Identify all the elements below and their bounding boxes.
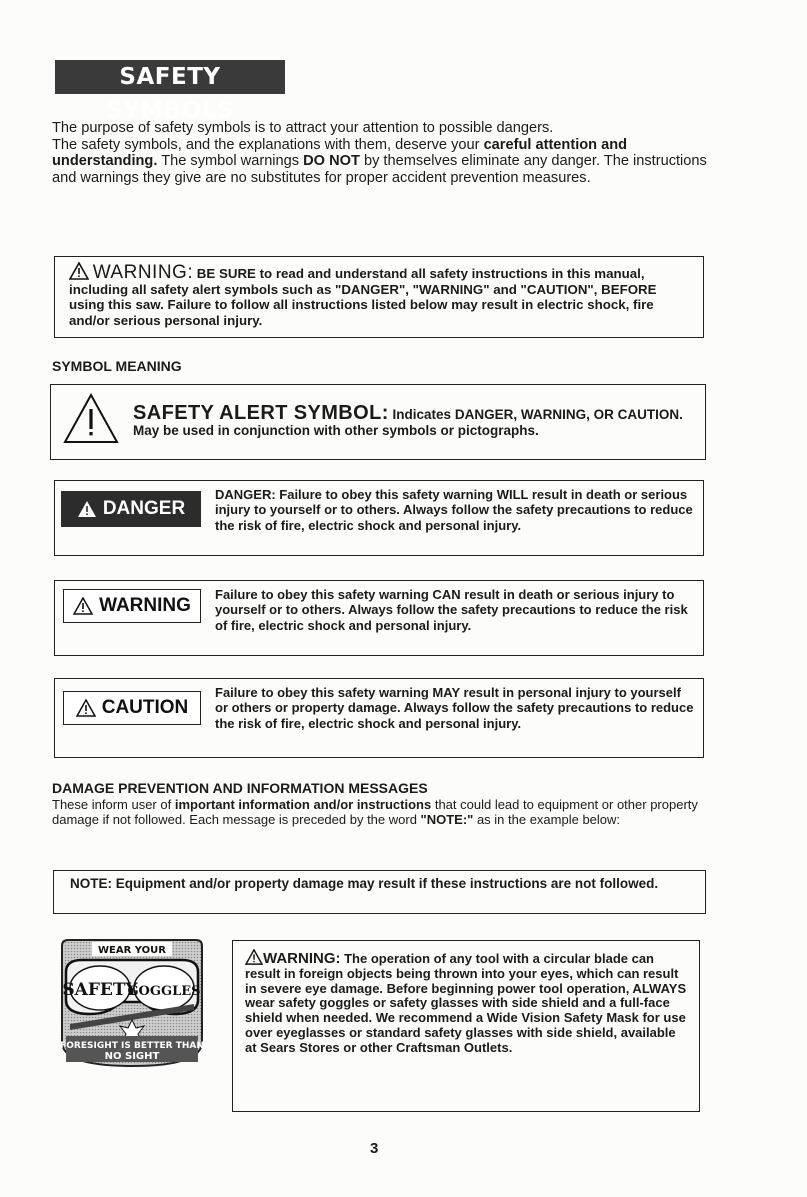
damage-prevention-body — [52, 797, 722, 827]
danger-label: DANGER — [102, 498, 186, 519]
damage-text: that could lead to equipment or other property damage if not followed. Each message is preceded by the word — [52, 797, 698, 827]
general-warning-box — [54, 256, 704, 338]
warning-triangle-icon — [77, 500, 97, 518]
intro-text: by themselves eliminate any danger. The instructions and warnings they give are no substitutes for proper accident prevention measures. — [52, 153, 707, 186]
note-example-box: NOTE: Equipment and/or property damage may result if these instructions are not followed. — [53, 870, 706, 914]
safety-alert-description — [133, 402, 698, 439]
goggles-logo-right-lens: GOGGLES — [127, 984, 201, 999]
warning-triangle-icon — [245, 949, 263, 965]
caution-signal-label — [63, 691, 201, 725]
general-warning-text: BE SURE to read and understand all safety instructions in this manual, including all safety alert symbols such as "DANGER", "WARNING" and "CAUTION", BEFORE using this saw. Failure to follow all instructions listed below may result in electric shock, fire and/or serious personal injury. — [69, 266, 657, 328]
page-title: SAFETY SYMBOLS — [55, 60, 285, 94]
warning-triangle-icon — [73, 597, 93, 615]
safety-alert-triangle-icon — [63, 393, 119, 445]
warning-triangle-icon — [69, 262, 89, 280]
goggles-logo-left-lens: SAFETY — [62, 980, 138, 1000]
damage-text: These inform user of — [52, 797, 175, 812]
warning-description: Failure to obey this safety warning CAN result in death or serious injury to yourself or to others. Always follow the safety precautions to reduce the risk of fire, electric shock and personal injury. — [215, 587, 688, 633]
damage-note-word: "NOTE:" — [420, 812, 474, 827]
caution-description: Failure to obey this safety warning MAY result in personal injury to yourself or others or property damage. Always follow the safety precautions to reduce the risk of fire, electric shock and personal injury. — [215, 685, 694, 731]
intro-text: The symbol warnings — [157, 153, 304, 169]
goggles-warning-text: The operation of any tool with a circular blade can result in foreign objects being thrown into your eyes, which can result in severe eye damage. Before beginning power tool operation, ALWAYS wear safety goggles or safety glasses with side shield and a full-face shield when needed. We recommend a Wide Vision Safety Mask for use over eyeglasses or standard safety glasses with side shield, available at Sears Stores or other Craftsman Outlets. — [245, 951, 687, 1055]
goggles-logo-bottom-line-1: FORESIGHT IS BETTER THAN — [60, 1041, 204, 1051]
general-warning-heading: WARNING: — [92, 262, 194, 283]
caution-label: CAUTION — [101, 697, 189, 718]
intro-emphasis: careful attention and understanding. — [52, 136, 628, 169]
damage-emphasis: important information and/or instructions — [174, 797, 432, 812]
danger-description: DANGER: Failure to obey this safety warning WILL result in death or serious injury to yourself or to others. Always follow the safety precautions to reduce the risk of fire, electric shock and personal injury. — [215, 487, 693, 533]
warning-label: WARNING — [99, 595, 191, 616]
safety-alert-box — [50, 384, 706, 460]
goggles-logo-top-text: WEAR YOUR — [98, 945, 166, 956]
safety-goggles-logo — [52, 938, 212, 1068]
damage-prevention-heading: DAMAGE PREVENTION AND INFORMATION MESSAGES — [52, 780, 428, 796]
goggles-logo-bottom-line-2: NO SIGHT — [104, 1051, 160, 1062]
goggles-warning-heading: WARNING: — [263, 950, 341, 967]
danger-signal-label — [61, 491, 201, 527]
goggles-warning-box — [232, 940, 700, 1112]
intro-do-not: DO NOT — [303, 153, 360, 169]
page-number: 3 — [370, 1140, 379, 1157]
intro-text: The safety symbols, and the explanations with them, deserve your — [52, 136, 484, 153]
safety-alert-heading: SAFETY ALERT SYMBOL: — [133, 402, 389, 424]
safety-alert-text: Indicates DANGER, WARNING, OR CAUTION. May be used in conjunction with other symbols or pictographs. — [133, 407, 683, 438]
symbol-meaning-label: SYMBOL MEANING — [52, 358, 182, 374]
danger-message-box — [54, 480, 704, 556]
intro-sentence-1: The purpose of safety symbols is to attract your attention to possible dangers. — [52, 120, 554, 136]
warning-message-box — [54, 580, 704, 656]
warning-triangle-icon — [76, 699, 96, 717]
intro-paragraph — [52, 120, 712, 186]
warning-signal-label — [63, 589, 201, 623]
caution-message-box — [54, 678, 704, 758]
damage-text: as in the example below: — [473, 812, 621, 827]
